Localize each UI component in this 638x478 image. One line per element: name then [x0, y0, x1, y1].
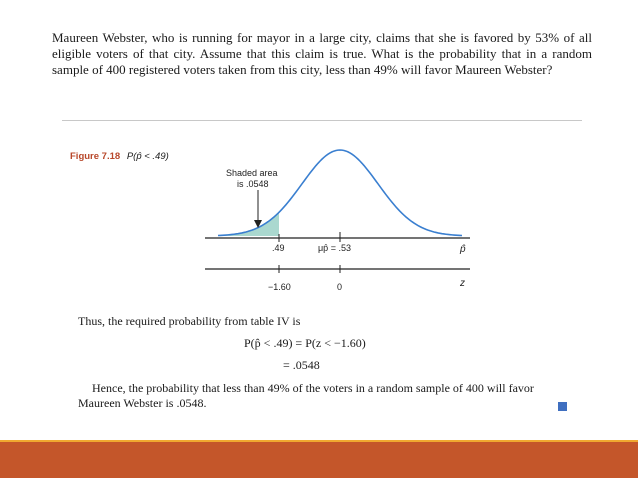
shaded-area-label-line2: is .0548: [237, 179, 269, 189]
shaded-area-label-line1: Shaded area: [226, 168, 278, 178]
z-axis-label-neg: −1.60: [268, 282, 291, 292]
p-axis-label-49: .49: [272, 243, 285, 253]
qed-square-icon: [558, 402, 567, 411]
solution-equation: P(p̂ < .49) = P(z < −1.60): [244, 336, 366, 350]
footer-bar: [0, 442, 638, 478]
z-axis-label: z: [460, 278, 465, 289]
p-axis-label-mean: μp̂ = .53: [318, 243, 351, 253]
solution-conclusion: [78, 381, 572, 411]
problem-statement: Maureen Webster, who is running for mayor in a large city, claims that she is favored by 53% of all eligible voters of that city. Assume that this claim is true. What is the probability that in a random sample of 400 registered voters taken from this city, less than 49% will favor Maureen Webster?: [52, 30, 592, 77]
normal-curve: [218, 150, 462, 236]
z-axis-label-zero: 0: [337, 282, 343, 292]
figure-number: Figure 7.18: [70, 151, 121, 162]
figure-expression: P(p̂ < .49): [126, 151, 169, 162]
solution-result: = .0548: [283, 358, 320, 372]
p-axis-label: p̂: [460, 244, 466, 255]
shaded-tail-area: [218, 212, 279, 236]
conclusion-text: Hence, the probability that less than 49% of the voters in a random sample of 400 will favor Maureen Webster is .0548.: [78, 381, 534, 410]
solution-intro: Thus, the required probability from table IV is: [78, 314, 301, 328]
